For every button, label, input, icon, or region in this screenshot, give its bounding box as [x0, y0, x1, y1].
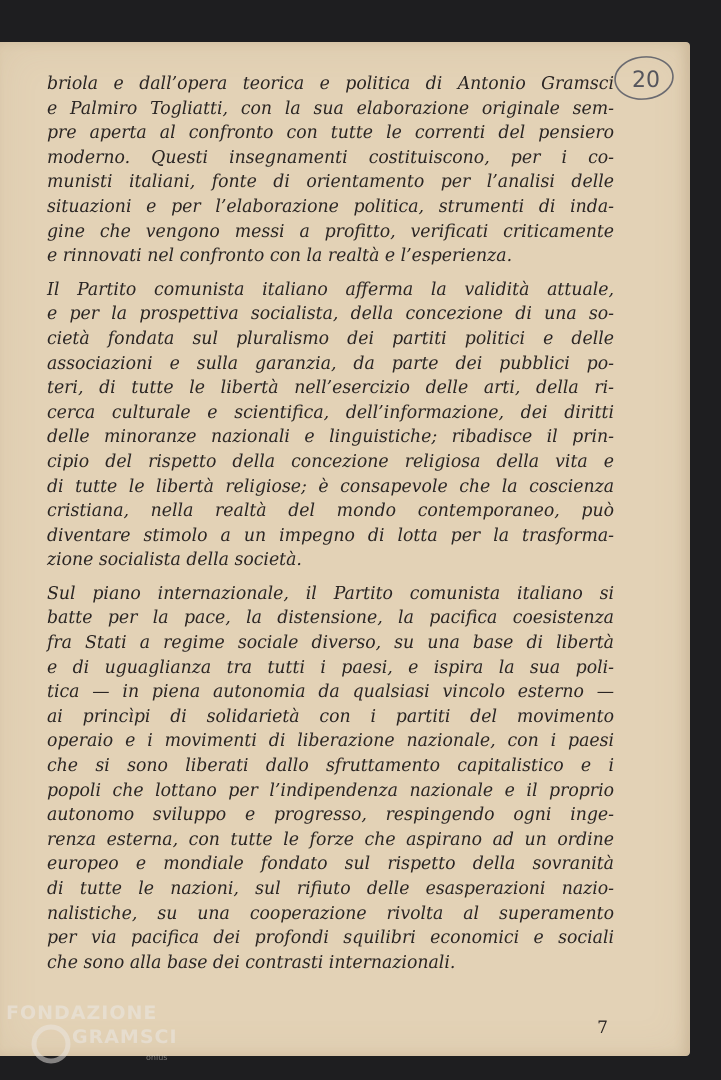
text-line: gine che vengono messi a profitto, verificati criticamente	[47, 221, 614, 242]
text-line: briola e dall’opera teorica e politica di Antonio Gramsci	[47, 74, 614, 94]
watermark-logo-icon	[28, 1021, 74, 1067]
text-line: di tutte le libertà religiose; è consapevole che la coscienza	[47, 476, 614, 497]
paragraph	[47, 582, 614, 976]
handwritten-number: 20	[632, 68, 660, 93]
text-line: munisti italiani, fonte di orientamento per l’analisi delle	[47, 172, 614, 193]
text-line: associazioni e sulla garanzia, da parte dei pubblici po-	[47, 353, 614, 374]
text-line: Il Partito comunista italiano afferma la validità attuale,	[47, 279, 614, 300]
text-line: tica — in piena autonomia da qualsiasi vincolo esterno —	[47, 682, 614, 703]
text-line: autonomo sviluppo e progresso, respingendo ogni inge-	[47, 805, 614, 826]
document-page	[0, 42, 690, 1056]
body-text	[47, 72, 614, 984]
text-line: moderno. Questi insegnamenti costituiscono, per i co-	[47, 147, 614, 168]
paragraph	[47, 72, 614, 269]
text-line: e di uguaglianza tra tutti i paesi, e ispira la sua poli-	[47, 657, 614, 678]
text-line: fra Stati a regime sociale diverso, su una base di libertà	[47, 633, 614, 654]
text-line: ai princìpi di solidarietà con i partiti del movimento	[47, 706, 614, 727]
text-line: operaio e i movimenti di liberazione nazionale, con i paesi	[47, 731, 614, 752]
text-line: pre aperta al confronto con tutte le correnti del pensiero	[47, 123, 614, 144]
text-line: popoli che lottano per l’indipendenza nazionale e il proprio	[47, 780, 614, 801]
text-line: e per la prospettiva socialista, della concezione di una so-	[47, 304, 614, 325]
text-line: cipio del rispetto della concezione religiosa della vita e	[47, 451, 614, 472]
text-line: e rinnovati nel confronto con la realtà e l’esperienza.	[47, 246, 513, 267]
text-line: e Palmiro Togliatti, con la sua elaborazione originale sem-	[47, 98, 614, 119]
page-number: 7	[597, 1018, 608, 1038]
text-line: delle minoranze nazionali e linguistiche; ribadisce il prin-	[47, 427, 614, 448]
text-line: teri, di tutte le libertà nell’esercizio delle arti, della ri-	[47, 378, 614, 399]
text-line: cietà fondata sul pluralismo dei partiti politici e delle	[47, 328, 614, 349]
fondazione-gramsci-watermark	[0, 995, 200, 1070]
text-line: europeo e mondiale fondato sul rispetto della sovranità	[47, 854, 614, 875]
text-line: zione socialista della società.	[47, 550, 302, 571]
text-line: Sul piano internazionale, il Partito comunista italiano si	[47, 583, 614, 604]
text-line: renza esterna, con tutte le forze che aspirano ad un ordine	[47, 829, 614, 850]
watermark-line1: FONDAZIONE	[6, 1002, 158, 1024]
text-line: che si sono liberati dallo sfruttamento capitalistico e i	[47, 756, 614, 777]
text-line: diventare stimolo a un impegno di lotta per la trasforma-	[47, 525, 614, 546]
text-line: cristiana, nella realtà del mondo contemporaneo, può	[47, 501, 614, 522]
text-line: cerca culturale e scientifica, dell’informazione, dei diritti	[47, 402, 614, 423]
text-line: di tutte le nazioni, sul rifiuto delle esasperazioni nazio-	[47, 879, 614, 899]
handwritten-page-annotation	[610, 52, 674, 104]
paragraph	[47, 278, 614, 573]
watermark-small-text: onlus	[146, 1053, 168, 1062]
text-line: situazioni e per l’elaborazione politica, strumenti di inda-	[47, 196, 614, 217]
text-line: per via pacifica dei profondi squilibri economici e sociali	[47, 928, 614, 949]
text-line: che sono alla base dei contrasti internazionali.	[47, 952, 456, 973]
text-line: batte per la pace, la distensione, la pacifica coesistenza	[47, 608, 614, 629]
text-line: nalistiche, su una cooperazione rivolta al superamento	[47, 903, 614, 924]
watermark-line2: GRAMSCI	[72, 1026, 178, 1048]
